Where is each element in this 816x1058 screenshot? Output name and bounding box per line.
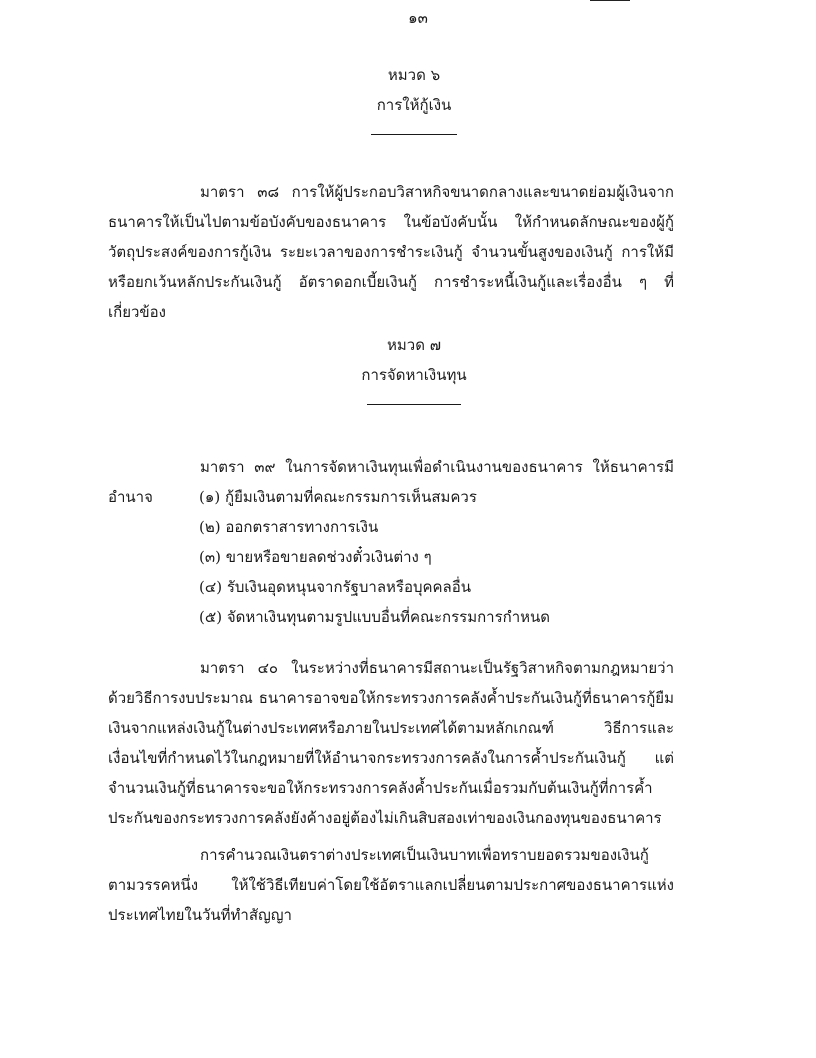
- section-39-item-1: (๑) กู้ยืมเงินตามที่คณะกรรมการเห็นสมควร: [199, 488, 477, 506]
- chapter-7-divider: [367, 404, 461, 405]
- top-rule: [590, 0, 630, 1]
- section-39-item-4: (๔) รับเงินอุดหนุนจากรัฐบาลหรือบุคคลอื่น: [199, 578, 472, 596]
- section-39-item-2: (๒) ออกตราสารทางการเงิน: [199, 518, 379, 536]
- chapter-7-title: การจัดหาเงินทุน: [361, 366, 467, 384]
- section-38-paragraph: [108, 177, 674, 327]
- chapter-6-heading: หมวด ๖: [387, 66, 441, 84]
- page-number: ๑๓: [408, 9, 428, 27]
- section-40-paragraph-1: [108, 653, 674, 833]
- section-39-item-5: (๕) จัดหาเงินทุนตามรูปแบบอื่นที่คณะกรรมการกำหนด: [199, 608, 551, 626]
- chapter-7-heading: หมวด ๗: [387, 336, 441, 354]
- section-40-paragraph-1-text: มาตรา ๔๐ ในระหว่างที่ธนาคารมีสถานะเป็นรัฐวิสาหกิจตามกฎหมายว่าด้วยวิธีการงบประมาณ ธนาคารอาจขอให้กระทรวงการคลังค้ำประกันเงินกู้ที่ธนาคารกู้ยืมเงินจากแหล่งเงินกู้ในต่างประเทศหรือภายในประเทศได้ตามหลักเกณฑ์ วิธีการและเงื่อนไขที่กำหนดไว้ในกฎหมายที่ให้อำนาจกระทรวงการคลังในการค้ำประกันเงินกู้ แต่จำนวนเงินกู้ที่ธนาคารจะขอให้กระทรวงการคลังค้ำประกันเมื่อรวมกับต้นเงินกู้ที่การค้ำประกันของกระทรวงการคลังยังค้างอยู่ต้องไม่เกินสิบสองเท่าของเงินกองทุนของธนาคาร: [108, 659, 674, 827]
- section-38-text: มาตรา ๓๘ การให้ผู้ประกอบวิสาหกิจขนาดกลางและขนาดย่อมผู้เงินจากธนาคารให้เป็นไปตามข้อบังคับของธนาคาร ในข้อบังคับนั้น ให้กำหนดลักษณะของผู้กู้ วัตถุประสงค์ของการกู้เงิน ระยะเวลาของการชำระเงินกู้ จำนวนขั้นสูงของเงินกู้ การให้มีหรือยกเว้นหลักประกันเงินกู้ อัตราดอกเบี้ยเงินกู้ การชำระหนี้เงินกู้และเรื่องอื่น ๆ ที่เกี่ยวข้อง: [108, 183, 674, 321]
- chapter-6-title: การให้กู้เงิน: [376, 96, 452, 114]
- chapter-6-divider: [371, 134, 457, 135]
- section-40-paragraph-2: [108, 840, 674, 930]
- chapter-6-heading-block: [0, 60, 816, 135]
- chapter-7-heading-block: [0, 330, 816, 405]
- section-40-paragraph-2-text: การคำนวณเงินตราต่างประเทศเป็นเงินบาทเพื่อทราบยอดรวมของเงินกู้ตามวรรคหนึ่ง ให้ใช้วิธีเทียบค่าโดยใช้อัตราแลกเปลี่ยนตามประกาศของธนาคารแห่งประเทศไทยในวันที่ทำสัญญา: [108, 846, 674, 924]
- section-39-intro-text: มาตรา ๓๙ ในการจัดหาเงินทุนเพื่อดำเนินงานของธนาคาร ให้ธนาคารมีอำนาจ: [108, 458, 674, 506]
- section-39-item-3: (๓) ขายหรือขายลดช่วงตั๋วเงินต่าง ๆ: [199, 548, 432, 566]
